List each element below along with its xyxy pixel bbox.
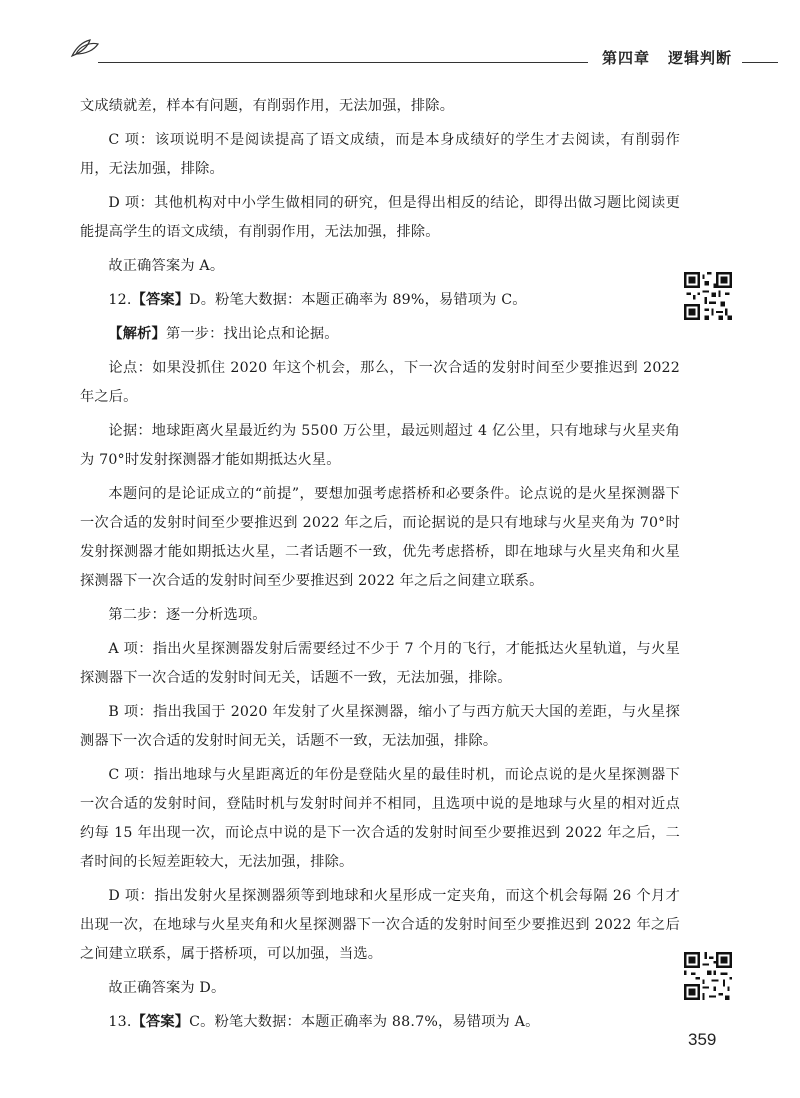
paragraph xyxy=(80,92,680,121)
paragraph-text: C 项：指出地球与火星距离近的年份是登陆火星的最佳时机，而论点说的是火星探测器下一次合适的发射时间，登陆时机与发射时间并不相同，且选项中说的是地球与火星的相对近点约每 15 年出现一次，而论点中说的是下一次合适的发射时间至少要推迟到 2022 年之后，二者时间的长短差距较大，无法加强，排除。 xyxy=(80,767,680,870)
paragraph xyxy=(80,761,680,877)
header-rule xyxy=(98,62,588,63)
paragraph-text: B 项：指出我国于 2020 年发射了火星探测器，缩小了与西方航天大国的差距，与火星探测器下一次合适的发射时间无关，话题不一致，无法加强，排除。 xyxy=(80,704,680,749)
paragraph-text: A 项：指出火星探测器发射后需要经过不少于 7 个月的飞行，才能抵达火星轨道，与火星探测器下一次合适的发射时间无关，话题不一致，无法加强，排除。 xyxy=(80,641,680,686)
paragraph-text: 第二步：逐一分析选项。 xyxy=(108,607,267,623)
paragraph-text: 故正确答案为 A。 xyxy=(108,258,225,274)
page-header xyxy=(0,0,800,80)
paragraph xyxy=(80,480,680,596)
paragraph-text: 文成绩就差，样本有问题，有削弱作用，无法加强，排除。 xyxy=(80,98,455,114)
paragraph xyxy=(80,974,680,1003)
paragraph xyxy=(80,1008,680,1037)
page-number: 359 xyxy=(688,1030,717,1049)
chapter-title xyxy=(602,47,732,68)
paragraph-text: C。粉笔大数据：本题正确率为 88.7%，易错项为 A。 xyxy=(189,1014,540,1030)
chapter-number: 第四章 xyxy=(602,49,651,67)
paragraph xyxy=(80,126,680,184)
paragraph xyxy=(80,882,680,969)
paragraph xyxy=(80,601,680,630)
paragraph xyxy=(80,189,680,247)
paragraph xyxy=(80,354,680,412)
paragraph xyxy=(80,320,680,349)
section-tag: 【答案】 xyxy=(131,1014,190,1030)
question-number: 13. xyxy=(108,1014,132,1030)
qr-code-icon xyxy=(684,952,732,1000)
chapter-name: 逻辑判断 xyxy=(668,49,733,67)
paragraph xyxy=(80,635,680,693)
question-number: 12. xyxy=(108,292,132,308)
section-tag: 【答案】 xyxy=(131,292,190,308)
paragraph xyxy=(80,252,680,281)
paragraph-text: 论点：如果没抓住 2020 年这个机会，那么，下一次合适的发射时间至少要推迟到 2022 年之后。 xyxy=(80,360,680,405)
paragraph-text: D 项：其他机构对中小学生做相同的研究，但是得出相反的结论，即得出做习题比阅读更能提高学生的语文成绩，有削弱作用，无法加强，排除。 xyxy=(80,195,680,240)
paragraph-text: 本题问的是论证成立的“前提”，要想加强考虑搭桥和必要条件。论点说的是火星探测器下一次合适的发射时间至少要推迟到 2022 年之后，而论据说的是只有地球与火星夹角为 70°时发射探测器才能如期抵达火星，二者话题不一致，优先考虑搭桥，即在地球与火星夹角和火星探测器下一次合适的发射时间至少要推迟到 2022 年之后之间建立联系。 xyxy=(80,486,680,589)
paragraph-text: 故正确答案为 D。 xyxy=(108,980,226,996)
paragraph-text: D。粉笔大数据：本题正确率为 89%，易错项为 C。 xyxy=(189,292,527,308)
paragraph xyxy=(80,417,680,475)
qr-code-icon xyxy=(684,272,732,320)
paragraph xyxy=(80,286,680,315)
paragraph-text: 论据：地球距离火星最近约为 5500 万公里，最远则超过 4 亿公里，只有地球与火星夹角为 70°时发射探测器才能如期抵达火星。 xyxy=(80,423,680,468)
paragraph-text: D 项：指出发射火星探测器须等到地球和火星形成一定夹角，而这个机会每隔 26 个月才出现一次，在地球与火星夹角和火星探测器下一次合适的发射时间至少要推迟到 2022 年之后之间建立联系，属于搭桥项，可以加强，当选。 xyxy=(80,888,680,962)
leaf-icon xyxy=(68,36,102,58)
section-tag: 【解析】 xyxy=(108,326,166,342)
paragraph-text: 第一步：找出论点和论据。 xyxy=(165,326,339,342)
page-body xyxy=(80,92,680,1042)
paragraph-text: C 项：该项说明不是阅读提高了语文成绩，而是本身成绩好的学生才去阅读，有削弱作用，无法加强，排除。 xyxy=(80,132,680,177)
paragraph xyxy=(80,698,680,756)
header-rule-end xyxy=(742,62,778,63)
